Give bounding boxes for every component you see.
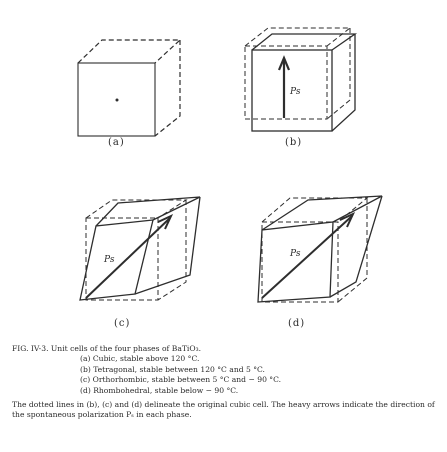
panel-d-rhombohedral-cell <box>258 196 382 302</box>
polarization-arrow-d <box>262 214 353 298</box>
caption-body: The dotted lines in (b), (c) and (d) delineate the original cubic cell. The heavy arrows indicate the direction of the spontaneous polarization Pₛ in each phase. <box>12 400 435 420</box>
panel-d-arrow-label: Ps <box>290 249 301 259</box>
panel-c-orthorhombic-cell <box>80 197 200 300</box>
caption-item-a: (a) Cubic, stable above 120 °C. <box>80 354 200 364</box>
panel-label-c: (c) <box>114 318 131 329</box>
polarization-arrow-b <box>279 58 289 118</box>
panel-label-a: (a) <box>108 137 125 148</box>
caption-item-d: (d) Rhombohedral, stable below − 90 °C. <box>80 385 239 395</box>
figure-caption <box>12 344 442 421</box>
caption-item-b: (b) Tetragonal, stable between 120 °C and 5 °C. <box>80 364 265 374</box>
caption-title: FIG. IV-3. Unit cells of the four phases of BaTiO₃. <box>12 344 202 353</box>
panel-a-cubic-cell <box>78 40 180 136</box>
panel-b-arrow-label: Ps <box>290 87 301 97</box>
panel-c-arrow-label: Ps <box>104 255 115 265</box>
panel-label-d: (d) <box>288 318 306 329</box>
panel-b-tetragonal-cell <box>245 28 355 131</box>
caption-item-c: (c) Orthorhombic, stable between 5 °C and − 90 °C. <box>80 375 282 385</box>
panel-label-b: (b) <box>285 137 303 148</box>
